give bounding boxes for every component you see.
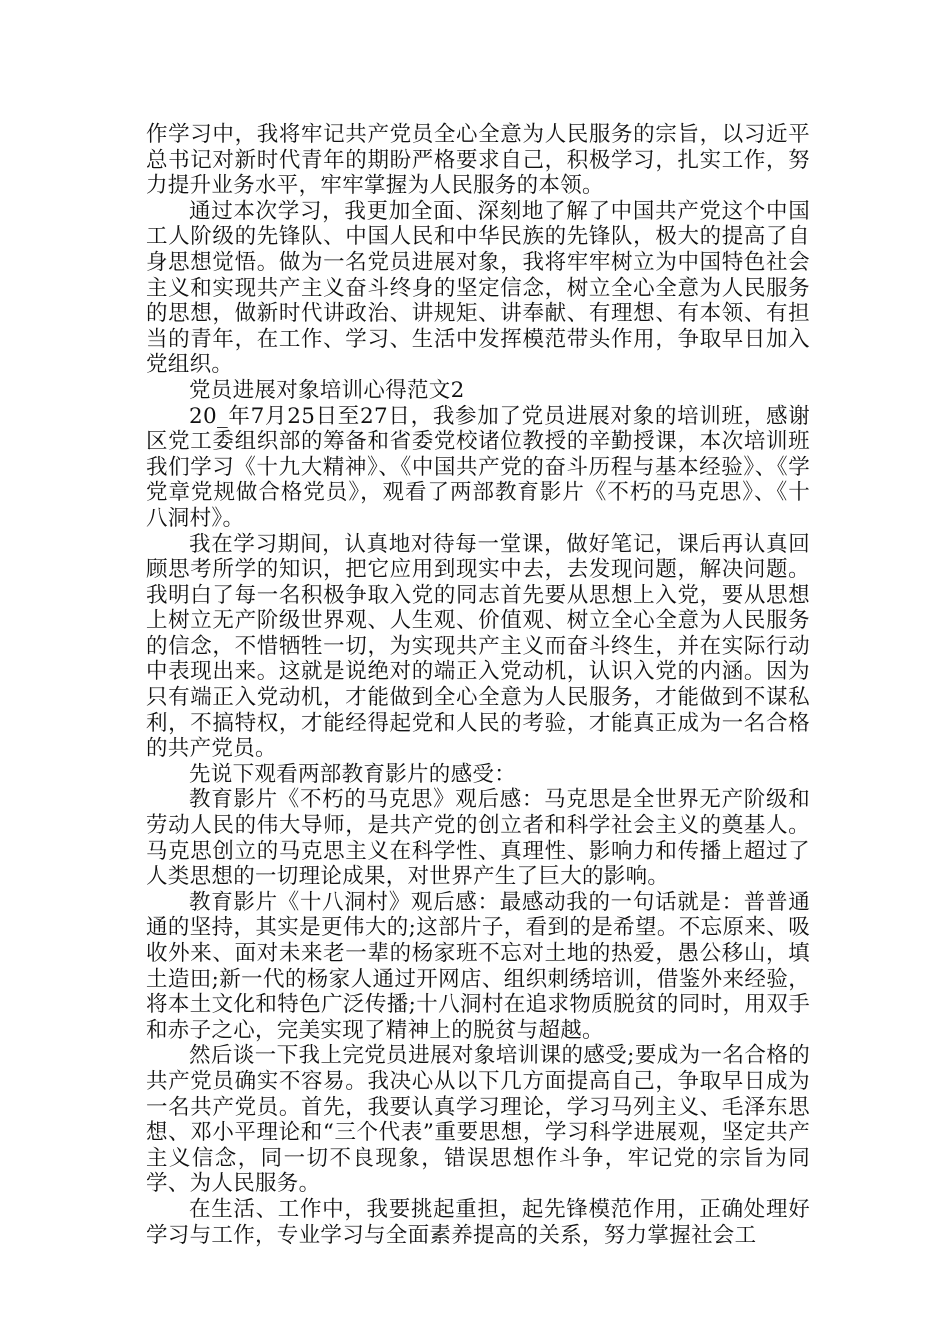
section-heading: 党员进展对象培训心得范文2 <box>189 377 465 403</box>
paragraph-film-shibadong: 教育影片《十八洞村》观后感：最感动我的一句话就是：普普通通的坚持，其实是更伟大的;这部片子，看到的是希望。不忘原来、吸收外来、面对未来老一辈的杨家班不忘对土地的热爱，愚公移山，填土造田;新一代的杨家人通过开网店、组织刺绣培训，借鉴外来经验，将本土文化和特色广泛传播;十八洞村在追求物质脱贫的同时，用双手和赤子之心，完美实现了精神上的脱贫与超越。 <box>146 889 810 1043</box>
paragraph-study-period: 我在学习期间，认真地对待每一堂课，做好笔记，课后再认真回顾思考所学的知识，把它应用到现实中去，去发现问题，解决问题。我明白了每一名积极争取入党的同志首先要从思想上入党，要从思想上树立无产阶级世界观、人生观、价值观、树立全心全意为人民服务的信念，不惜牺牲一切，为实现共产主义而奋斗终生，并在实际行动中表现出来。这就是说绝对的端正入党动机，认识入党的内涵。因为只有端正入党动机，才能做到全心全意为人民服务，才能做到不谋私利，不搞特权，才能经得起党和人民的考验，才能真正成为一名合格的共产党员。 <box>146 531 810 762</box>
paragraph-study-summary: 通过本次学习，我更加全面、深刻地了解了中国共产党这个中国工人阶级的先锋队、中国人民和中华民族的先锋队，极大的提高了自身思想觉悟。做为一名党员进展对象，我将牢牢树立为中国特色社会主义和实现共产主义奋斗终身的坚定信念，树立全心全意为人民服务的思想，做新时代讲政治、讲规矩、讲奉献、有理想、有本领、有担当的青年，在工作、学习、生活中发挥模范带头作用，争取早日加入党组织。 <box>146 198 810 378</box>
paragraph-training-feelings: 然后谈一下我上完党员进展对象培训课的感受;要成为一名合格的共产党员确实不容易。我决心从以下几方面提高自己，争取早日成为一名共产党员。首先，我要认真学习理论，学习马列主义、毛泽东思想、邓小平理论和“三个代表”重要思想，学习科学进展观，坚定共产主义信念，同一切不良现象，错误思想作斗争，牢记党的宗旨为同学、为人民服务。 <box>146 1043 810 1197</box>
paragraph-training-intro: 20_年7月25日至27日，我参加了党员进展对象的培训班，感谢区党工委组织部的筹备和省委党校诸位教授的辛勤授课，本次培训班我们学习《十九大精神》、《中国共产党的奋斗历程与基本经验》、《学党章党规做合格党员》，观看了两部教育影片《不朽的马克思》、《十八洞村》。 <box>146 403 810 531</box>
paragraph-continuation: 作学习中，我将牢记共产党员全心全意为人民服务的宗旨，以习近平总书记对新时代青年的期盼严格要求自己，积极学习，扎实工作，努力提升业务水平，牢牢掌握为人民服务的本领。 <box>146 122 810 199</box>
paragraph-films-lead: 先说下观看两部教育影片的感受： <box>189 761 517 787</box>
paragraph-film-marx: 教育影片《不朽的马克思》观后感：马克思是全世界无产阶级和劳动人民的伟大导师，是共产党的创立者和科学社会主义的奠基人。马克思创立的马克思主义在科学性、真理性、影响力和传播上超过了人类思想的一切理论成果，对世界产生了巨大的影响。 <box>146 787 810 890</box>
document-body <box>146 122 810 1248</box>
paragraph-life-work: 在生活、工作中，我要挑起重担，起先锋模范作用，正确处理好学习与工作，专业学习与全面素养提高的关系，努力掌握社会工 <box>146 1196 810 1248</box>
